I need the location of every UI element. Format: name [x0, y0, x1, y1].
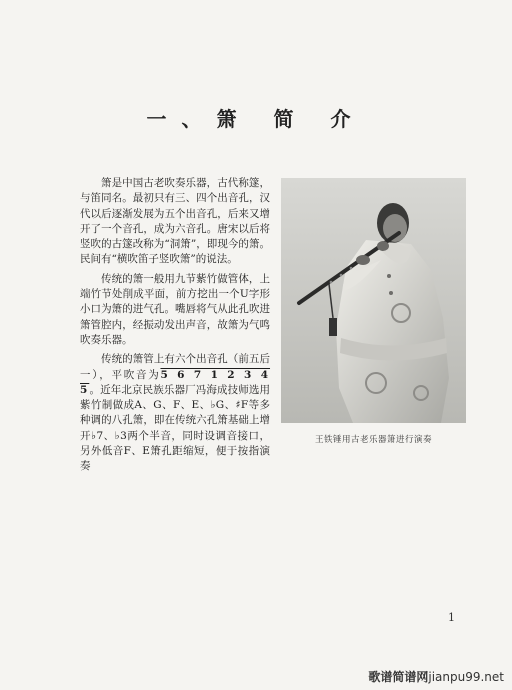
paragraph-holes: [80, 352, 270, 474]
paragraph-history: 箫是中国古老吹奏乐器，古代称篴，与笛同名。最初只有三、四个出音孔，汉代以后逐渐发展为五个出音孔，后来又增开了一个音孔，成为六音孔。唐宋以后将竖吹的古篴改称为“洞箫”，即现今的箫。民间有“横吹笛子竖吹箫”的说法。: [80, 177, 270, 266]
paragraph-construction: 传统的箫一般用九节紫竹做管体，上端竹节处削成平面，前方挖出一个U字形小口为箫的进气孔。嘴唇将气从此孔吹进箫管腔内，经振动发出声音，故箫为气鸣吹奏乐器。: [80, 272, 270, 346]
site-watermark: [368, 668, 504, 685]
photo-caption: 王铁锤用古老乐器箫进行演奏: [314, 435, 432, 445]
paragraph-holes-lead: 传统的箫管上有六个出音孔（前五后一），平吹音为: [80, 353, 270, 381]
performer-illustration: [281, 178, 466, 423]
paragraph-holes-rest: 。近年北京民族乐器厂冯海成技师选用紫竹制做成A、G、F、E、♭G、♯F等多种调的八孔箫，即在传统六孔箫基础上增开♭7、♭3两个半音，同时设调音接口，另外低音F、E箫孔距缩短，便于按指演奏: [80, 383, 270, 473]
note-sequence: 5 6 7 1 2 3 4 5: [80, 368, 271, 396]
performer-photo: [281, 178, 466, 423]
page-title: 一、箫 简 介: [146, 107, 366, 131]
watermark-site-name: 歌谱简谱网: [368, 670, 429, 684]
watermark-url: jianpu99.net: [428, 670, 504, 684]
page-number: 1: [448, 611, 455, 624]
body-text: [80, 176, 270, 475]
